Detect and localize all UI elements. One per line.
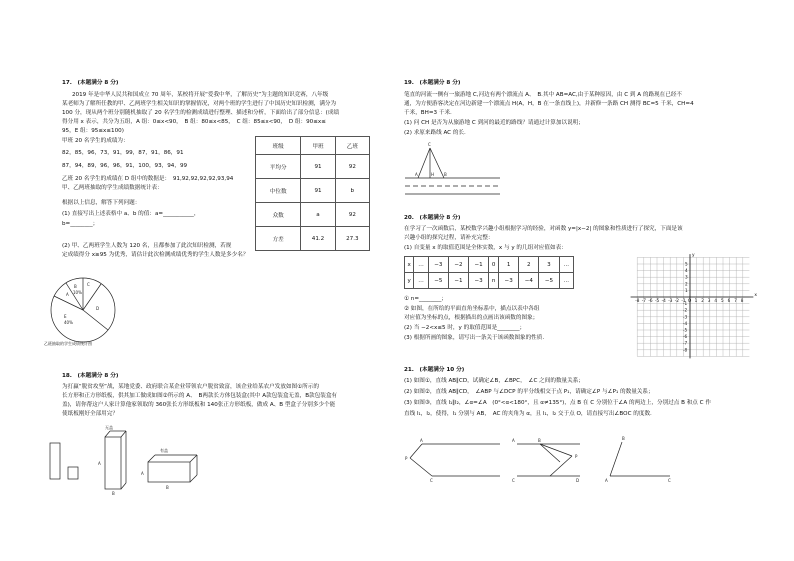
fig2-d-label: D <box>576 478 580 483</box>
fig3-c-label: C <box>668 478 671 483</box>
y-cell: −3 <box>499 273 519 289</box>
pie-pct-e: 40% <box>64 320 73 325</box>
q20-header: 20. (本题满分 8 分) <box>404 215 461 221</box>
x-tick-label: 3 <box>707 298 711 303</box>
x-tick-label: -6 <box>648 298 653 303</box>
q19-line-2: 通，为方便游客决定在河边新建一个漂流点 H(A，H，B 在一条直线上)，并新修一条路 CH 测得 BC=5 千米，CH=4 <box>404 101 694 107</box>
q17-stats-table <box>255 136 370 251</box>
fig1-c-label: C <box>430 478 433 483</box>
cell: 92 <box>335 203 369 227</box>
cell: a <box>301 203 335 227</box>
x-tick-label: -5 <box>655 298 660 303</box>
y-cell: −3 <box>469 273 489 289</box>
fig2-c-label: C <box>512 478 515 483</box>
q20-line-1: 在学习了一次函数后，某校数学兴趣小组根据学习的经验，对函数 y=|x−2| 的图象和性质进行了探究，下面是该 <box>404 226 683 232</box>
sub1-line-1: (1) 直接写出上述表格中 a、b 的值：a=___________， <box>62 211 200 217</box>
q17-line-5: 95，E 组：95≤x≤100) <box>62 128 124 134</box>
y-cell: −1 <box>448 273 468 289</box>
river-b-label: B <box>444 172 447 177</box>
fig2-a-label: A <box>512 438 515 443</box>
q18-line-2: 长方形和正方形纸板，供其加工做成如图②所示的 A、 B两款长方体包装盒(其中 A款包装盒无盖，B款包装盒有 <box>62 393 338 399</box>
x-cell: 3 <box>539 257 559 273</box>
fig2-p-label: P <box>575 454 578 459</box>
y-cell: −5 <box>428 273 448 289</box>
q18-line-3: 盖)，请你帮这户人家计算他家领取的 360张长方形纸板和 140张正方形纸板，做成 A、B 型盒子分别多少个能 <box>62 402 336 408</box>
q20-after-3: 对应值为坐标的点，根据描出的点画出该函数的图象； <box>404 315 539 321</box>
pie-label-c: C <box>87 282 90 287</box>
pie-label-a: A <box>66 292 69 297</box>
cell: 92 <box>335 155 369 179</box>
y-cell: … <box>414 273 428 289</box>
class-b-line-1: 乙班 20 名学生的成绩在 D 组中的数据是： 91,92,92,92,92,93,94 <box>62 176 234 182</box>
x-tick-label: 6 <box>727 298 731 303</box>
fig2-b-label: B <box>538 438 541 443</box>
x-tick-label: 2 <box>701 298 704 303</box>
x-cell: … <box>414 257 428 273</box>
y-cell: … <box>559 273 573 289</box>
coordinate-grid <box>622 250 758 362</box>
q19-line-4: (1) 问 CH 是否为从旅游地 C 到河的最近的路线？请通过计算加以说明； <box>404 120 584 126</box>
q21-line-2: (2) 如图②，直线 AB∥CD， ∠ABP 与∠DCP 的平分线相交于点 P₁，请确定∠P 与∠P₁ 的数量关系； <box>404 389 654 395</box>
y-tick-label: -3 <box>683 314 688 320</box>
q17-line-1: 2019 年是中华人民共和国成立 70 周年，某校将开展“爱我中华，了解历史”为主题的知识竞赛，八年级 <box>72 92 329 98</box>
q20-value-table <box>404 256 574 289</box>
q21-line-4: 直线 l₁，l₂，使得，l₁ 分别与 AB， AC 的夹角为 α，且 l₁，l₂ 交于点 O，请直接写出∠BOC 的度数. <box>404 411 652 417</box>
x-tick-label: 8 <box>740 298 744 303</box>
fig-a-label: A <box>98 461 101 466</box>
q21-line-1: (1) 如图①，直线 AB∥CD，试确定∠B，∠BPC， ∠C 之间的数量关系； <box>404 378 584 384</box>
row-label-variance: 方差 <box>256 227 301 251</box>
x-tick-label: 4 <box>714 298 718 303</box>
q18-line-4: 使纸板刚好全部用完？ <box>62 411 118 417</box>
q20-after-5: (3) 根据所画的图象，请写出一条关于该函数图象的性质. <box>404 335 545 341</box>
pie-pct-b: 10% <box>73 290 82 295</box>
y-tick-label: -1 <box>683 301 688 307</box>
y-cell: −4 <box>519 273 539 289</box>
q19-river-figure <box>400 140 510 202</box>
fig3-b-label: B <box>622 436 625 441</box>
cell: 41.2 <box>301 227 335 251</box>
fig-nolid-label: 无盖 <box>105 425 113 430</box>
y-tick-label: -4 <box>683 320 688 326</box>
x-tick-label: -1 <box>681 298 686 303</box>
x-cell: 1 <box>499 257 519 273</box>
q19-header: 19. (本题满分 8 分) <box>404 80 461 86</box>
q20-after-2: ② 如图，在所给的平面直角坐标系中，描点以表中各组 <box>404 306 540 312</box>
y-cell: n <box>489 273 499 289</box>
x-tick-label: 5 <box>721 298 724 303</box>
sub1-line-2: b=________； <box>62 221 99 227</box>
x-tick-label: O <box>688 298 692 303</box>
th-class: 班级 <box>256 137 301 155</box>
y-cell: −5 <box>539 273 559 289</box>
q18-figure <box>40 425 200 495</box>
x-tick-label: -7 <box>641 298 646 303</box>
fig-a2-label: A <box>141 471 144 476</box>
x-cell: −1 <box>469 257 489 273</box>
cell: 27.3 <box>335 227 369 251</box>
y-tick-label: 4 <box>685 268 688 274</box>
q20-after-1: ① n=________； <box>404 296 447 302</box>
fig-lid-label: 有盖 <box>160 448 168 453</box>
x-cell: 0 <box>489 257 499 273</box>
th-a: 甲班 <box>301 137 335 155</box>
cell: b <box>335 179 369 203</box>
fig-b2-label: B <box>166 485 169 490</box>
row-label-median: 中位数 <box>256 179 301 203</box>
x-axis-label: x <box>754 293 757 298</box>
q18-line-1: 为打赢“脱贫攻坚”战，某地党委、政府联合某企业带领农户脱贫致富，该企业给某农户发放如图①所示的 <box>62 384 319 390</box>
row-label-mode: 众数 <box>256 203 301 227</box>
y-tick-label: -6 <box>683 334 688 340</box>
pie-label-d: D <box>96 306 100 311</box>
x-cell: −3 <box>428 257 448 273</box>
pie-label-e: E <box>64 314 67 319</box>
y-axis-label: y <box>692 253 695 259</box>
y-tick-label: 5 <box>685 261 688 267</box>
cell: 91 <box>301 155 335 179</box>
answer-intro: 根据以上信息，解答下列问题： <box>62 200 141 206</box>
river-c-label: C <box>428 142 431 147</box>
x-tick-label: -3 <box>668 298 673 303</box>
river-h-label: H <box>431 172 435 177</box>
q20-after-4: (2) 当 −2<x≤5 时，y 的取值范围是________； <box>404 325 526 331</box>
x-cell: 2 <box>519 257 539 273</box>
q19-line-5: (2) 求原来路线 AC 的长. <box>404 130 466 136</box>
row-label-mean: 平均分 <box>256 155 301 179</box>
river-a-label: A <box>415 172 418 177</box>
q17-line-4: 得分用 x 表示，共分为五组，A 组：0≤x<90， B 组：80≤x<85， C 组：85≤x<90， D 组：90≤x≤ <box>62 119 326 125</box>
fig1-p-label: P <box>405 456 408 461</box>
q21-header: 21. (本题满分 10 分) <box>404 367 465 373</box>
y-tick-label: 2 <box>685 281 688 287</box>
q17-header: 17. (本题满分 8 分) <box>62 80 119 86</box>
class-a-scores-2: 87，94，89，96，96，91，100，93，94，99 <box>62 163 188 169</box>
fig1-a-label: A <box>420 438 423 443</box>
pie-label-b: B <box>74 284 77 289</box>
y-tick-label: -7 <box>683 340 688 346</box>
x-cell: … <box>559 257 573 273</box>
q17-line-2: 某老师为了解所任教的甲、乙两班学生相关知识的掌握情况，对两个班的学生进行了中国历史知识检测，满分为 <box>62 101 337 107</box>
y-tick-label: 1 <box>685 287 688 293</box>
q19-line-1: 笔直的河流一侧有一旅游地 C,河边有两个漂流点 A、 B.其中 AB=AC,由于某种原因，由 C 到 A 的路现在已经不 <box>404 92 683 98</box>
q20-line-2: 兴趣小组的探究过程，请补充完整： <box>404 235 494 241</box>
fig-b-label: B <box>112 491 115 496</box>
q17-line-3: 100 分，现从两个班分别随机抽取了 20 名学生的检测成绩进行整理、描述和分析，下面给出了部分信息：(成绩 <box>62 110 340 116</box>
class-a-title: 甲班 20 名学生的成绩为： <box>62 138 129 144</box>
y-cell: y <box>405 273 414 289</box>
cell: 91 <box>301 179 335 203</box>
y-tick-label: 3 <box>685 274 688 280</box>
sub2-line-1: (2) 甲、乙两班学生人数为 120 名，且都参加了此次知识检测，若规 <box>62 243 232 249</box>
y-tick-label: -2 <box>683 307 688 313</box>
sub2-line-2: 定成绩得分 x≥95 为优秀，请估计此次检测成绩优秀的学生人数是多少名？ <box>62 252 249 258</box>
q20-line-3: (1) 自变量 x 的取值范围是全体实数，x 与 y 的几组对应值如表： <box>404 245 567 251</box>
x-tick-label: -2 <box>674 298 679 303</box>
x-tick-label: -8 <box>635 298 640 303</box>
x-cell: −2 <box>448 257 468 273</box>
class-b-line-2: 甲、乙两班抽取的学生成绩数据统计表： <box>62 185 163 191</box>
pie-caption: 乙班抽取的学生成绩统计图 <box>44 341 92 346</box>
q19-line-3: 千米，BH=3 千米. <box>404 110 452 116</box>
x-tick-label: 1 <box>694 298 698 303</box>
x-tick-label: 7 <box>734 298 737 303</box>
q21-figures <box>400 432 700 490</box>
x-tick-label: -4 <box>661 298 666 303</box>
q21-line-3: (3) 如图③，直线 l₁∥l₂，∠α=∠A (0°<α<180°，且 α≠135°)，点 B 在 C 分别位于∠A 的两边上，分别过点 B 和点 C 作 <box>404 400 711 406</box>
fig3-a-label: A <box>605 478 608 483</box>
th-b: 乙班 <box>335 137 369 155</box>
class-a-scores-1: 82，85，96，73，91，99，87，91，86，91 <box>62 150 184 156</box>
x-cell: x <box>405 257 414 273</box>
q18-header: 18. (本题满分 8 分) <box>62 373 119 379</box>
y-tick-label: -8 <box>683 347 688 353</box>
y-tick-label: -5 <box>683 327 688 333</box>
